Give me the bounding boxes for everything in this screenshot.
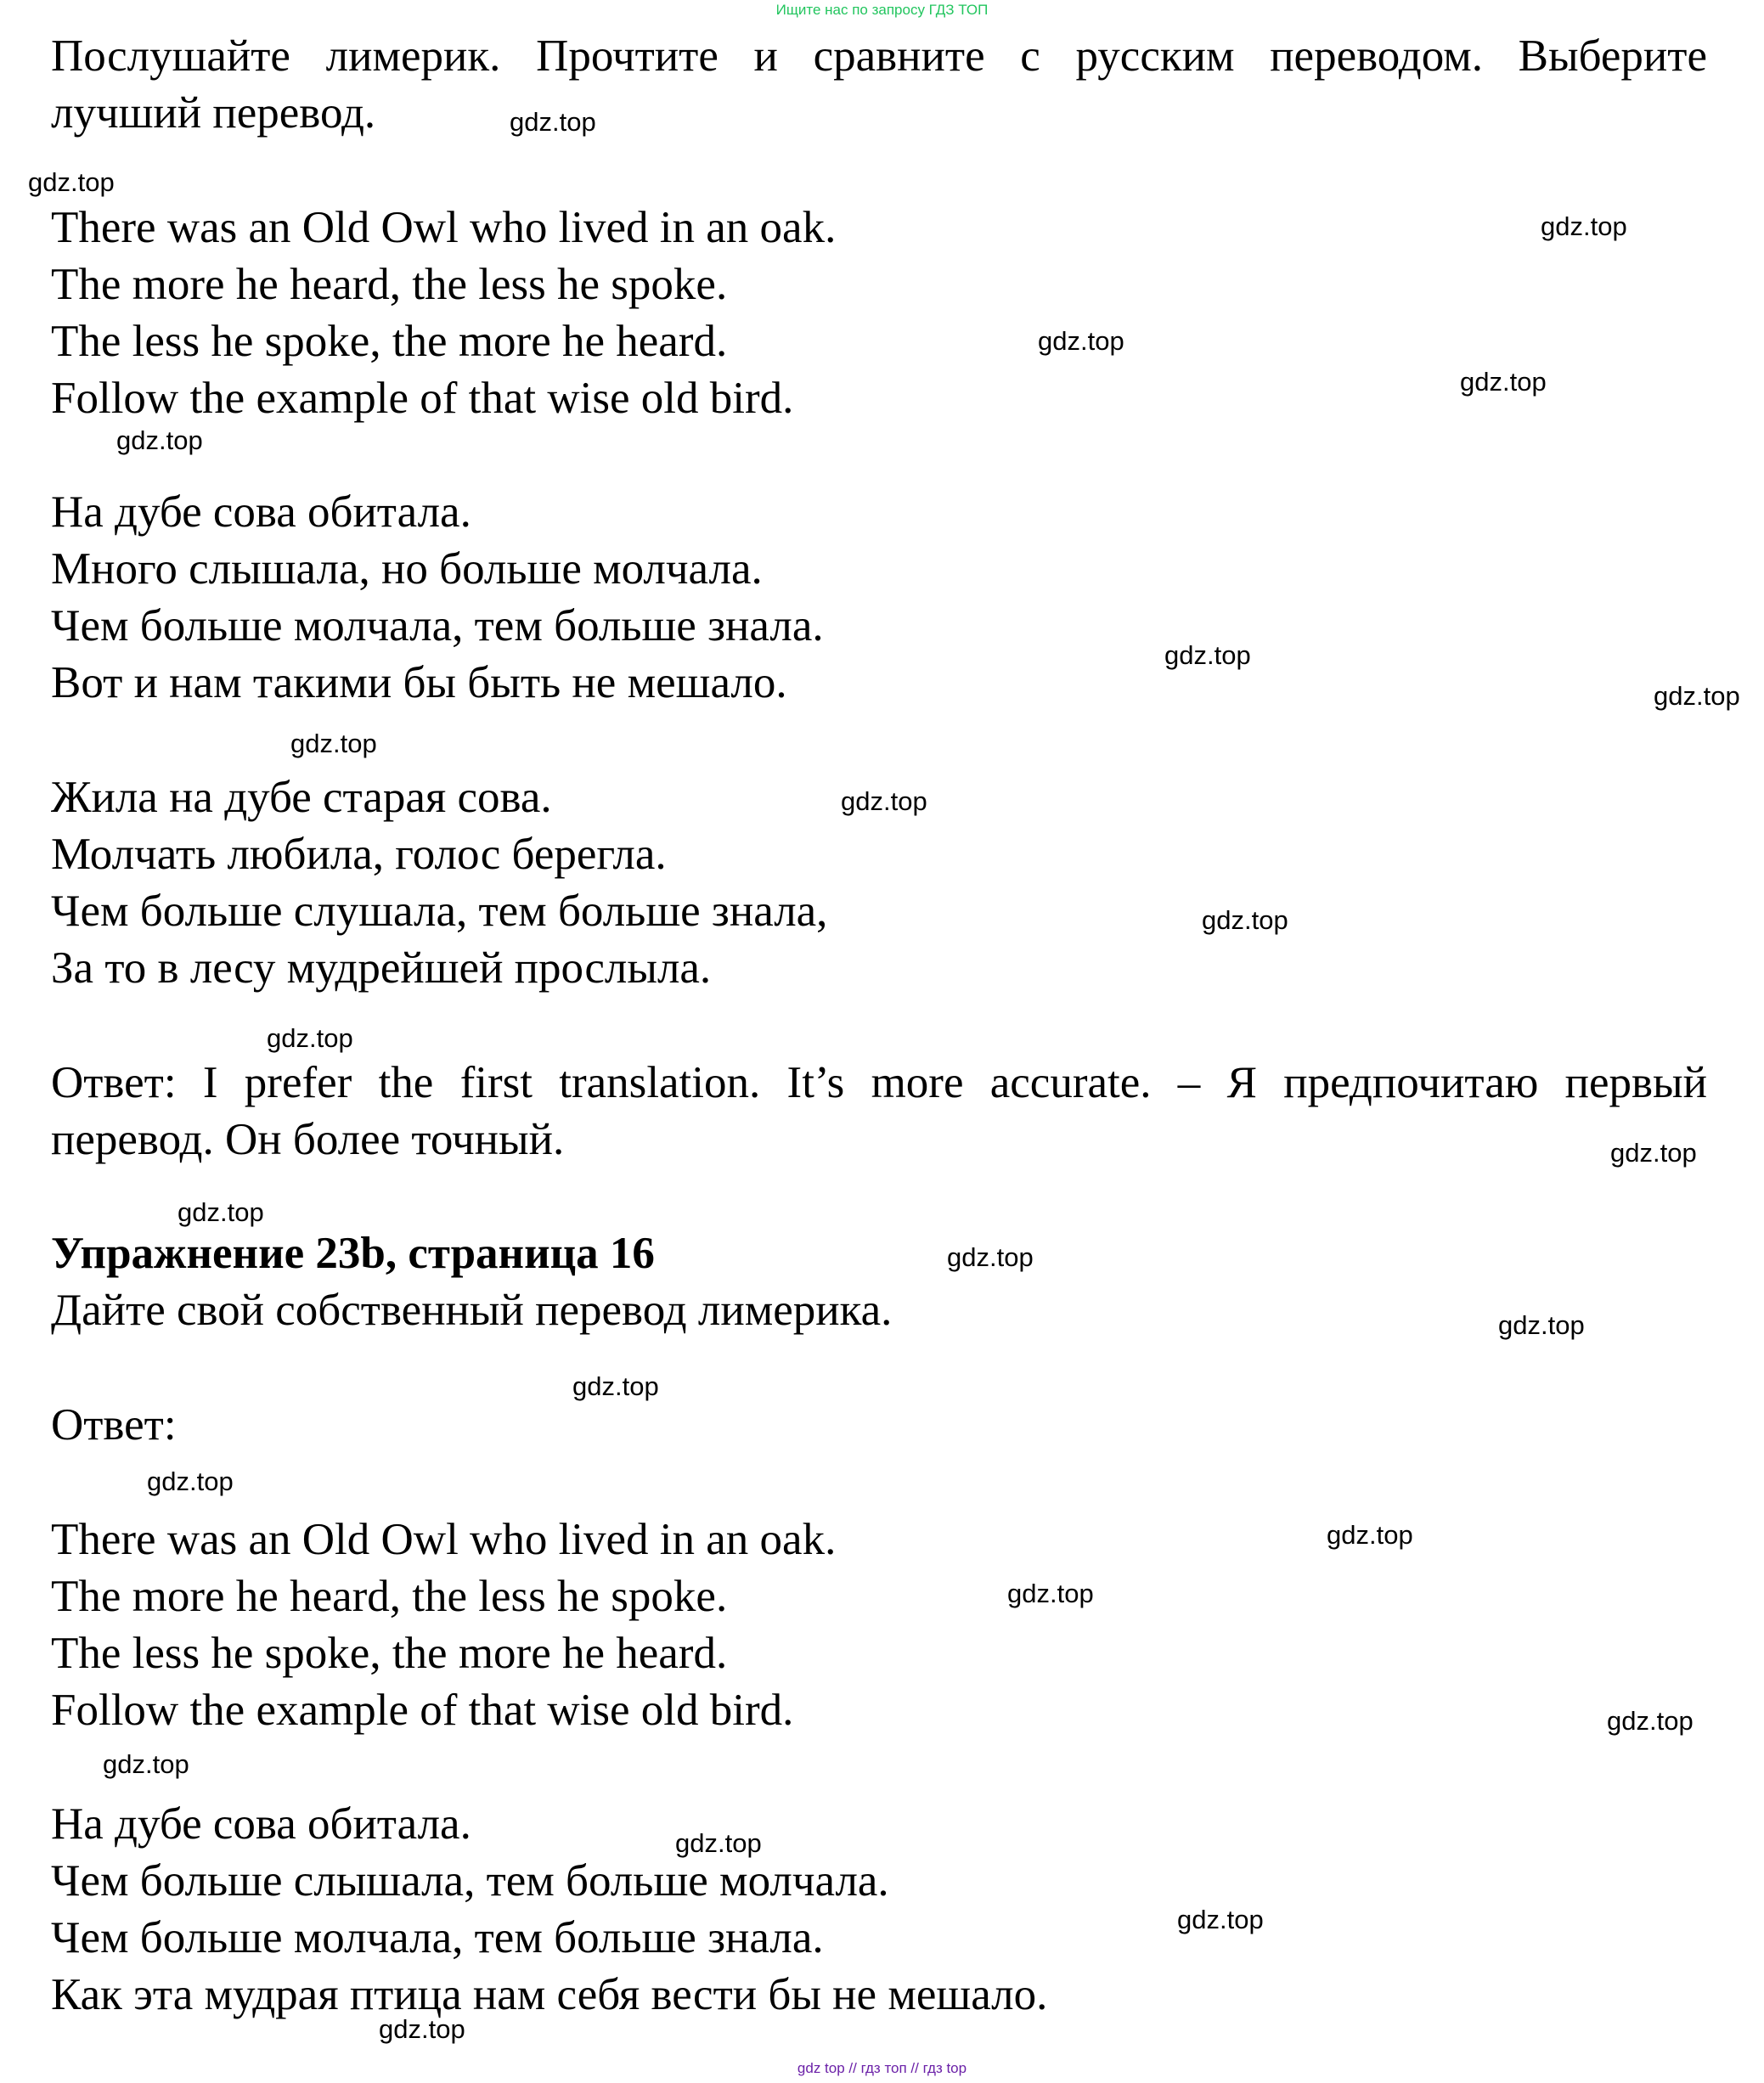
limerick-line: Follow the example of that wise old bird.: [51, 1686, 794, 1735]
task-intro-line2: лучший перевод.: [51, 88, 376, 138]
watermark: gdz.top: [1654, 681, 1740, 711]
watermark: gdz.top: [1202, 905, 1288, 935]
watermark: gdz.top: [1610, 1138, 1697, 1168]
watermark: gdz.top: [675, 1828, 762, 1858]
translation-line: За то в лесу мудрейшей прослыла.: [51, 943, 712, 993]
translation-line: Чем больше слушала, тем больше знала,: [51, 887, 828, 936]
watermark: gdz.top: [572, 1371, 659, 1401]
limerick-english: [51, 200, 1707, 427]
translation-line: Много слышала, но больше молчала.: [51, 544, 763, 594]
limerick-english-2: [51, 1512, 1707, 1739]
limerick-line: There was an Old Owl who lived in an oak.: [51, 1515, 837, 1564]
watermark: gdz.top: [267, 1023, 353, 1053]
watermark: gdz.top: [1460, 367, 1547, 397]
own-translation: [51, 1796, 1707, 2024]
limerick-line: The less he spoke, the more he heard.: [51, 317, 728, 366]
limerick-line: The more he heard, the less he spoke.: [51, 260, 728, 309]
answer-1: [51, 1055, 1707, 1168]
watermark: gdz.top: [1007, 1579, 1094, 1608]
watermark: gdz.top: [178, 1197, 264, 1227]
watermark: gdz.top: [1498, 1310, 1585, 1340]
top-banner[interactable]: Ищите нас по запросу ГДЗ ТОП: [775, 2, 989, 18]
exercise-block: [51, 1225, 1707, 1339]
translation-line: Чем больше молчала, тем больше знала.: [51, 1913, 824, 1962]
watermark: gdz.top: [510, 107, 596, 137]
exercise-heading: Упражнение 23b, страница 16: [51, 1229, 655, 1278]
translation-1: [51, 484, 1707, 712]
watermark: gdz.top: [290, 729, 377, 758]
watermark: gdz.top: [28, 167, 115, 197]
translation-line: Чем больше молчала, тем больше знала.: [51, 601, 824, 650]
answer-1-line2: перевод. Он более точный.: [51, 1115, 565, 1164]
watermark: gdz.top: [1177, 1905, 1264, 1934]
translation-line: Молчать любила, голос берегла.: [51, 830, 667, 879]
answer-2: [51, 1397, 1707, 1454]
translation-line: Вот и нам такими бы быть не мешало.: [51, 658, 787, 707]
answer-2-label: Ответ:: [51, 1400, 177, 1450]
translation-line: Чем больше слышала, тем больше молчала.: [51, 1856, 889, 1906]
answer-1-line1: Ответ: I prefer the first translation. It’s more accurate. – Я предпочитаю первый: [51, 1058, 1707, 1107]
translation-line: На дубе сова обитала.: [51, 1799, 471, 1849]
task-intro: [51, 28, 1707, 142]
exercise-task: Дайте свой собственный перевод лимерика.: [51, 1286, 893, 1335]
watermark: gdz.top: [841, 786, 927, 816]
watermark: gdz.top: [1607, 1706, 1694, 1736]
limerick-line: Follow the example of that wise old bird.: [51, 374, 794, 423]
footer[interactable]: gdz top // гдз топ // гдз top: [797, 2060, 967, 2076]
task-intro-line1: Послушайте лимерик. Прочтите и сравните с русским переводом. Выберите: [51, 31, 1707, 81]
limerick-line: The more he heard, the less he spoke.: [51, 1572, 728, 1621]
watermark: gdz.top: [147, 1467, 234, 1496]
limerick-line: The less he spoke, the more he heard.: [51, 1629, 728, 1678]
watermark: gdz.top: [1164, 640, 1251, 670]
translation-line: На дубе сова обитала.: [51, 487, 471, 537]
watermark: gdz.top: [1541, 211, 1627, 241]
watermark: gdz.top: [1327, 1520, 1413, 1550]
watermark: gdz.top: [379, 2014, 465, 2044]
limerick-line: There was an Old Owl who lived in an oak.: [51, 203, 837, 252]
translation-line: Жила на дубе старая сова.: [51, 773, 552, 822]
watermark: gdz.top: [947, 1242, 1034, 1272]
watermark: gdz.top: [1038, 326, 1124, 356]
watermark: gdz.top: [103, 1749, 189, 1779]
translation-line: Как эта мудрая птица нам себя вести бы не мешало.: [51, 1970, 1048, 2019]
watermark: gdz.top: [116, 425, 203, 455]
